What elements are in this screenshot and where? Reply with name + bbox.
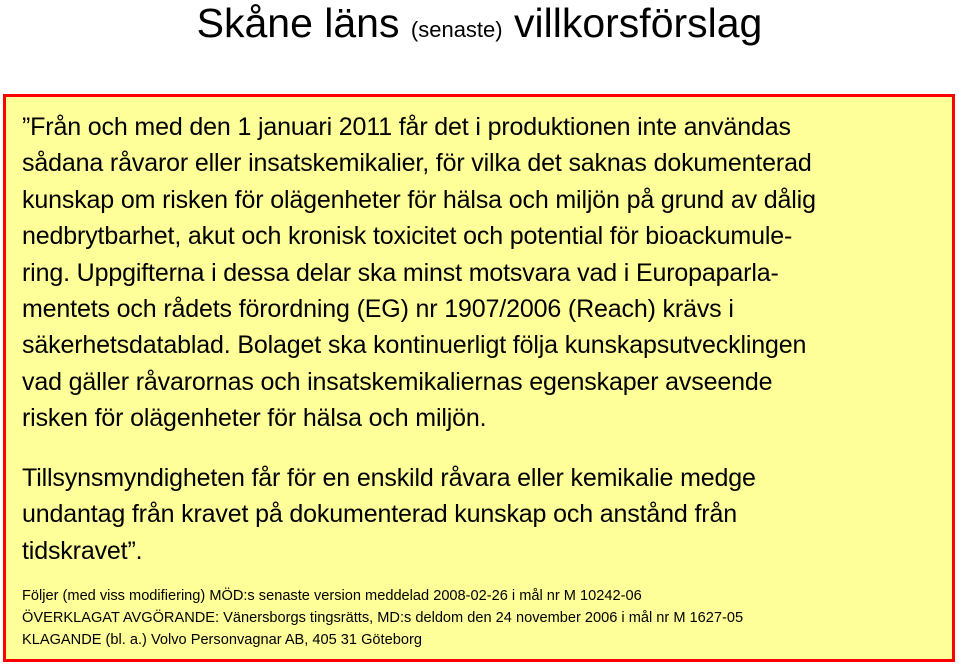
quote-box <box>3 94 955 662</box>
title-main-1: Skåne läns <box>196 0 400 46</box>
text-line: risken för olägenheter för hälsa och miljön. <box>22 404 487 433</box>
text-line: nedbrytbarhet, akut och kronisk toxicitet och potential för bioackumule- <box>22 222 793 251</box>
reference-line-appellant: KLAGANDE (bl. a.) Volvo Personvagnar AB, 405 31 Göteborg <box>22 632 422 648</box>
reference-line-appealed: ÖVERKLAGAT AVGÖRANDE: Vänersborgs tingsrätts, MD:s deldom den 24 november 2006 i mål nr M 1627-05 <box>22 610 744 626</box>
reference-line-mod: Följer (med viss modifiering) MÖD:s senaste version meddelad 2008-02-26 i mål nr M 10242-06 <box>22 588 642 604</box>
quote-paragraph-1 <box>22 109 942 437</box>
text-line: Tillsynsmyndigheten får för en enskild råvara eller kemikalie medge <box>22 464 756 492</box>
text-line: sådana råvaror eller insatskemikalier, för vilka det saknas dokumenterad <box>22 149 812 178</box>
text-line: kunskap om risken för olägenheter för hälsa och miljön på grund av dålig <box>22 185 816 214</box>
text-line: ring. Uppgifterna i dessa delar ska minst motsvara vad i Europaparla- <box>22 258 779 287</box>
text-line: vad gäller råvarornas och insatskemikaliernas egenskaper avseende <box>22 367 773 396</box>
text-line: mentets och rådets förordning (EG) nr 1907/2006 (Reach) krävs i <box>22 295 734 324</box>
text-line: säkerhetsdatablad. Bolaget ska kontinuerligt följa kunskapsutvecklingen <box>22 331 807 360</box>
references <box>22 585 942 651</box>
title-subtitle: (senaste) <box>410 17 503 42</box>
page-title <box>0 0 959 53</box>
quote-paragraph-2 <box>22 460 942 569</box>
text-line: tidskravet”. <box>22 536 143 565</box>
text-line: ”Från och med den 1 januari 2011 får det i produktionen inte användas <box>22 113 791 141</box>
text-line: undantag från kravet på dokumenterad kunskap och anstånd från <box>22 500 737 529</box>
title-main-2: villkorsförslag <box>514 0 763 46</box>
